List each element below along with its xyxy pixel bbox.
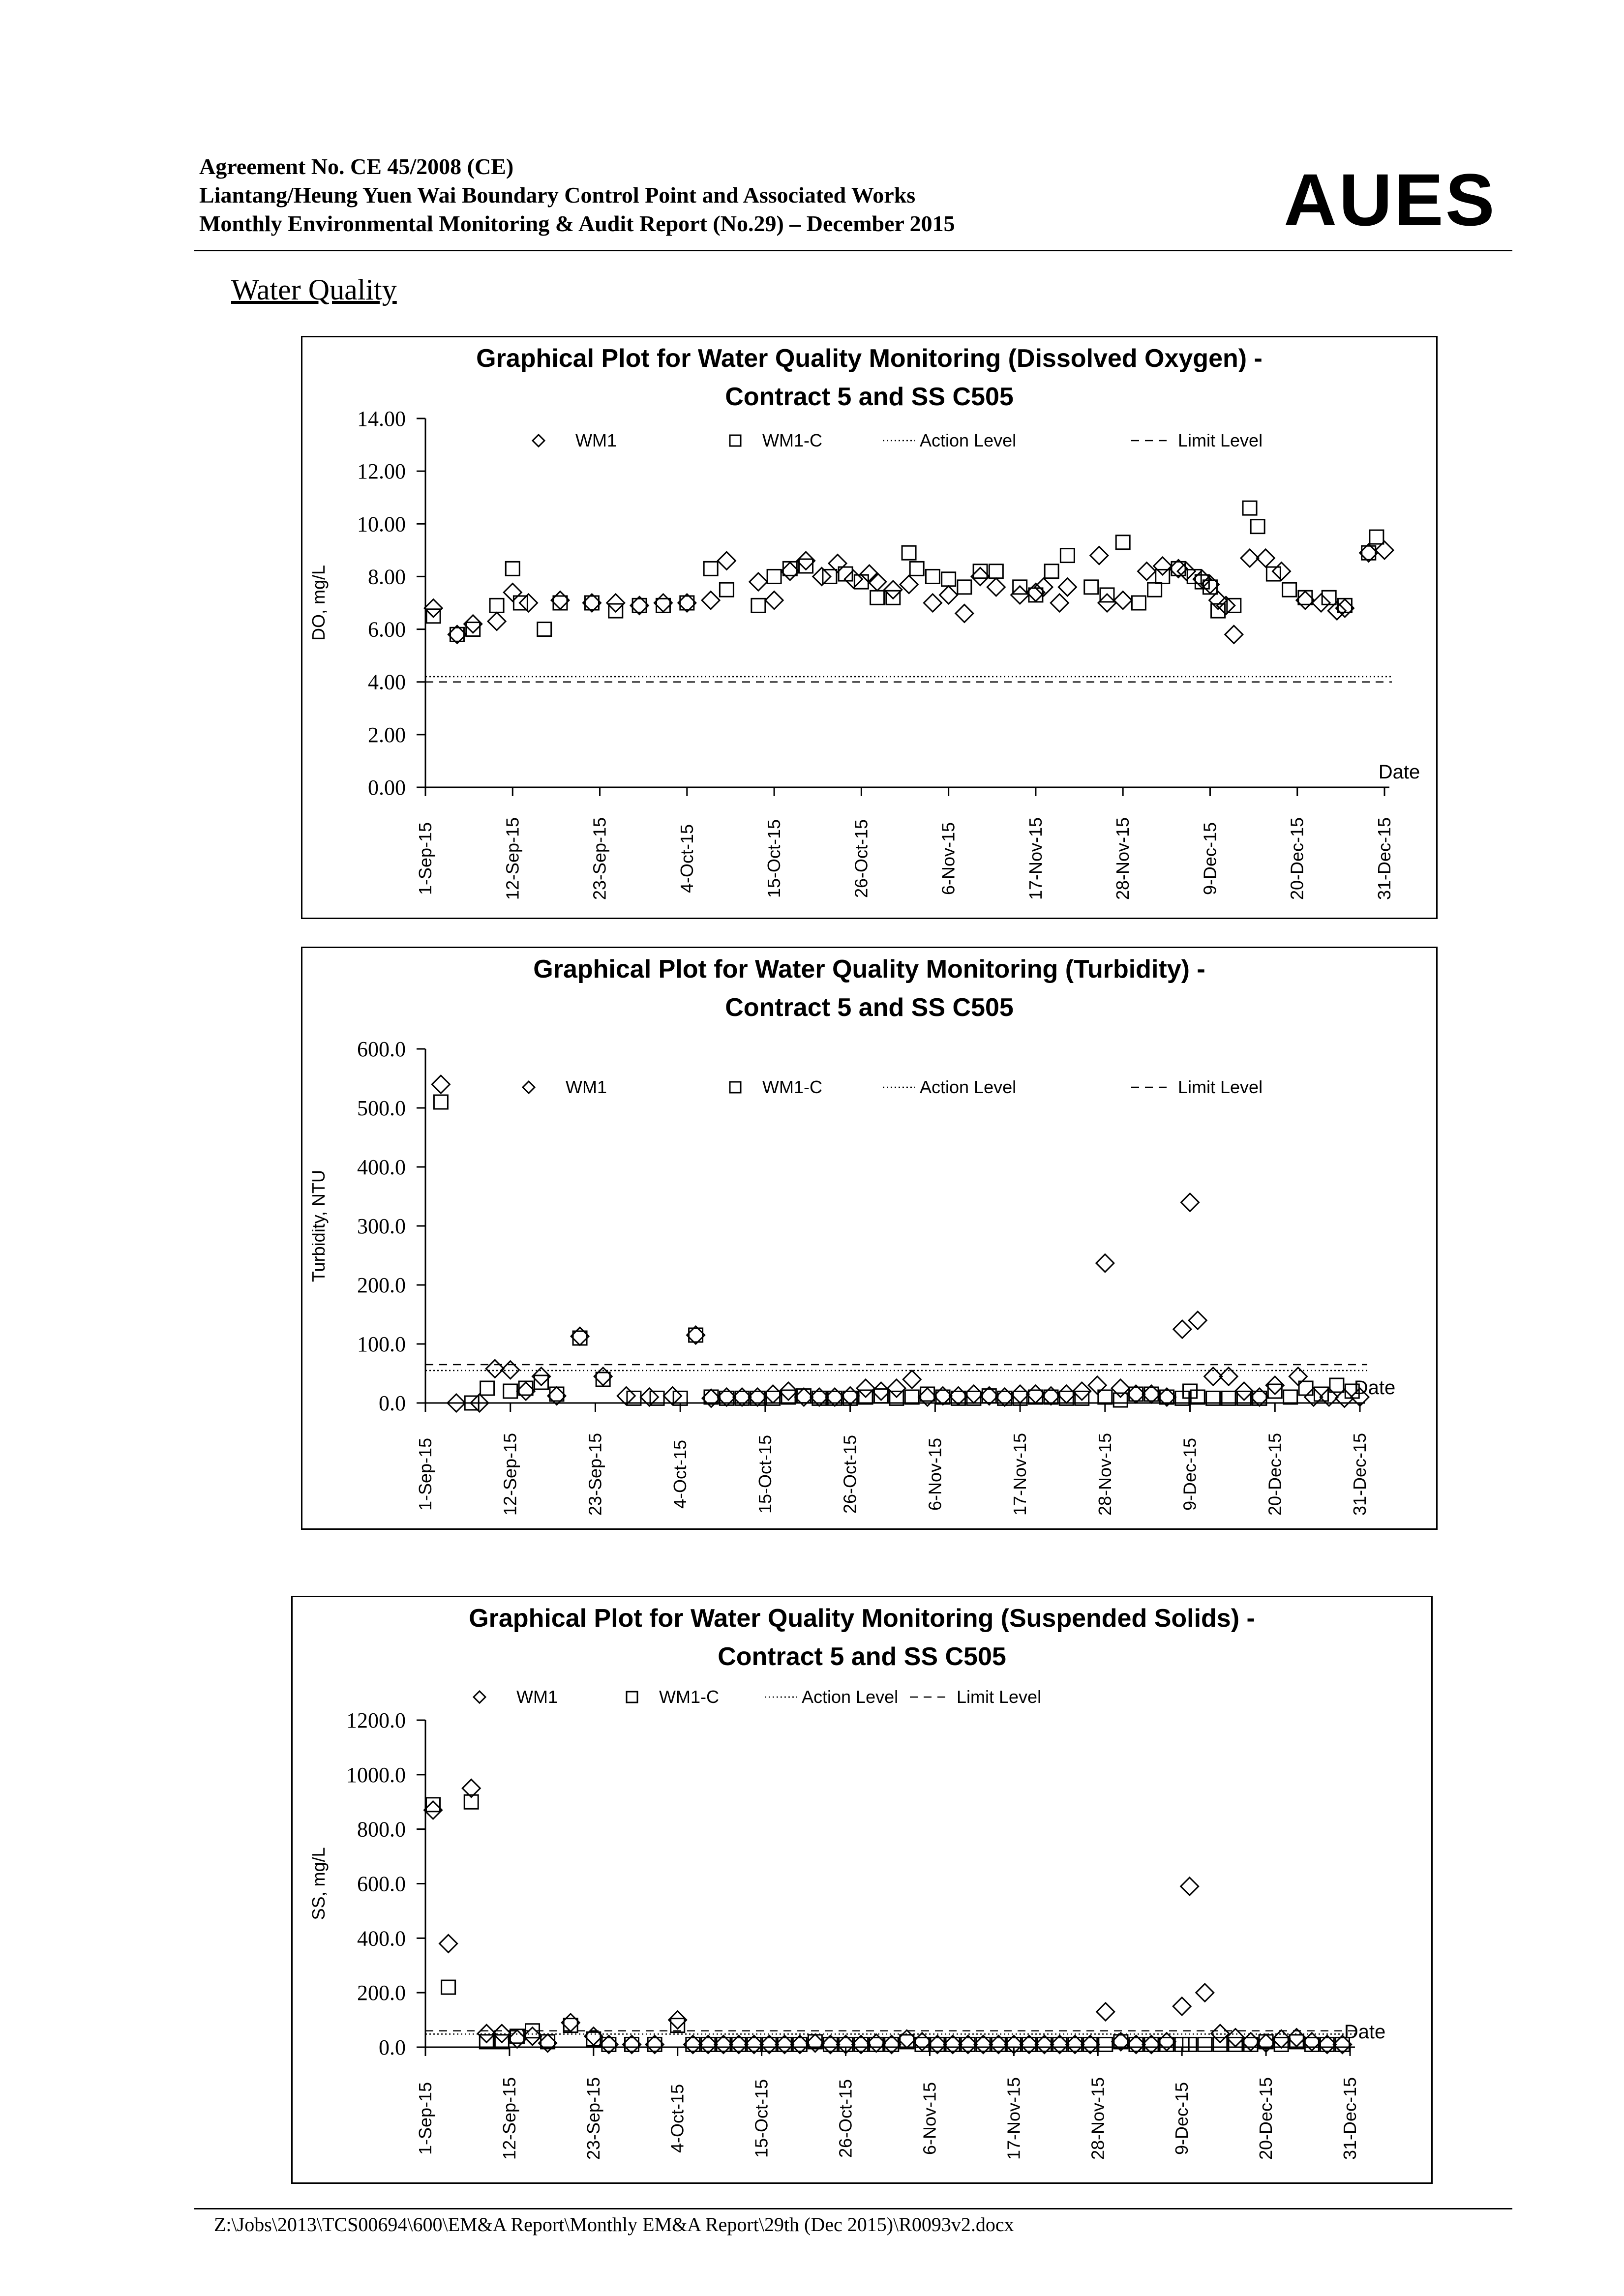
data-point-wm1c xyxy=(510,2029,524,2043)
data-point-wm1c xyxy=(1268,1384,1282,1398)
data-point-wm1 xyxy=(1225,626,1243,643)
y-tick-label: 500.0 xyxy=(357,1096,406,1120)
legend-action-label: Action Level xyxy=(920,1077,1017,1097)
data-point-wm1 xyxy=(1177,563,1195,580)
data-point-wm1c xyxy=(466,623,480,636)
data-point-wm1c xyxy=(1244,2037,1258,2051)
data-point-wm1 xyxy=(750,573,767,591)
data-point-wm1 xyxy=(1181,1878,1199,1895)
data-point-wm1 xyxy=(440,1935,457,1952)
legend-wm1-marker xyxy=(533,435,544,447)
chart-subtitle: Contract 5 and SS C505 xyxy=(718,1642,1006,1671)
data-point-wm1c xyxy=(921,1387,934,1401)
data-point-wm1c xyxy=(481,1381,494,1395)
y-tick-label: 2.00 xyxy=(368,722,406,747)
data-point-wm1 xyxy=(1189,1312,1206,1329)
data-point-wm1 xyxy=(504,584,521,601)
x-tick-label: 17-Nov-15 xyxy=(1010,1432,1030,1516)
x-tick-label: 15-Oct-15 xyxy=(754,1434,775,1514)
x-tick-label: 1-Sep-15 xyxy=(415,2082,435,2155)
data-point-wm1c xyxy=(564,2019,577,2032)
y-tick-label: 800.0 xyxy=(357,1817,406,1842)
data-point-wm1c xyxy=(910,562,924,575)
legend-wm1-label: WM1 xyxy=(516,1687,558,1707)
x-tick-label: 12-Sep-15 xyxy=(499,2077,519,2160)
data-point-wm1c xyxy=(871,591,884,604)
x-tick-label: 6-Nov-15 xyxy=(938,822,959,895)
legend-wm1-marker xyxy=(474,1691,485,1703)
data-point-wm1c xyxy=(1084,580,1098,594)
x-tick-label: 6-Nov-15 xyxy=(925,1437,945,1511)
legend-wm1c-label: WM1-C xyxy=(762,430,822,450)
y-tick-label: 10.00 xyxy=(357,512,406,537)
x-tick-label: 17-Nov-15 xyxy=(1025,817,1046,900)
chart-svg xyxy=(302,337,1436,918)
data-point-wm1 xyxy=(1114,592,1132,609)
data-point-wm1c xyxy=(915,2037,929,2051)
data-point-wm1c xyxy=(490,598,504,612)
x-tick-label: 9-Dec-15 xyxy=(1172,2082,1192,2155)
y-tick-label: 0.00 xyxy=(368,775,406,800)
data-point-wm1 xyxy=(1097,2003,1114,2021)
data-point-wm1 xyxy=(1173,1320,1191,1338)
data-point-wm1c xyxy=(1113,1393,1127,1407)
y-tick-label: 14.00 xyxy=(357,407,406,431)
data-point-wm1c xyxy=(553,596,567,610)
x-tick-label: 26-Oct-15 xyxy=(835,2079,856,2158)
data-point-wm1c xyxy=(506,562,519,575)
data-point-wm1c xyxy=(1283,583,1296,596)
legend-action-label: Action Level xyxy=(802,1687,899,1707)
data-point-wm1c xyxy=(504,1384,517,1398)
y-tick-label: 200.0 xyxy=(357,1273,406,1297)
header-divider xyxy=(194,250,1512,251)
data-point-wm1 xyxy=(1096,1254,1114,1272)
data-point-wm1c xyxy=(752,598,765,612)
data-point-wm1c xyxy=(973,565,987,578)
legend-wm1c-marker xyxy=(730,1082,741,1093)
data-point-wm1c xyxy=(767,569,781,583)
x-tick-label: 31-Dec-15 xyxy=(1374,817,1394,900)
x-axis-label: Date xyxy=(1378,761,1420,783)
data-point-wm1c xyxy=(1229,2037,1242,2051)
x-tick-label: 12-Sep-15 xyxy=(500,1432,520,1516)
chart-subtitle: Contract 5 and SS C505 xyxy=(725,993,1014,1022)
data-point-wm1 xyxy=(488,613,506,630)
data-point-wm1c xyxy=(1266,567,1280,581)
y-tick-label: 0.0 xyxy=(379,2035,406,2059)
data-point-wm1c xyxy=(905,1390,919,1404)
legend-limit-label: Limit Level xyxy=(1178,430,1263,450)
legend-limit-label: Limit Level xyxy=(957,1687,1042,1707)
data-point-wm1 xyxy=(924,594,941,612)
data-point-wm1 xyxy=(1058,578,1076,596)
legend-wm1c-label: WM1-C xyxy=(762,1077,822,1097)
y-tick-label: 4.00 xyxy=(368,670,406,694)
data-point-wm1c xyxy=(656,598,670,612)
data-point-wm1c xyxy=(1029,588,1043,602)
x-tick-label: 20-Dec-15 xyxy=(1287,817,1307,900)
legend-wm1-marker xyxy=(523,1081,535,1093)
x-tick-label: 26-Oct-15 xyxy=(840,1434,860,1514)
data-point-wm1c xyxy=(1370,530,1383,544)
data-point-wm1c xyxy=(1203,580,1217,594)
data-point-wm1c xyxy=(1191,1390,1204,1404)
legend-wm1-label: WM1 xyxy=(575,430,617,450)
data-point-wm1c xyxy=(1160,2037,1173,2051)
data-point-wm1 xyxy=(1051,594,1068,612)
y-tick-label: 100.0 xyxy=(357,1332,406,1356)
data-point-wm1c xyxy=(1183,2037,1197,2051)
data-point-wm1 xyxy=(702,592,720,609)
data-point-wm1 xyxy=(1312,594,1330,612)
x-tick-label: 28-Nov-15 xyxy=(1087,2077,1108,2160)
y-tick-label: 0.0 xyxy=(379,1391,406,1415)
data-point-wm1 xyxy=(432,1075,450,1093)
data-point-wm1 xyxy=(1196,1984,1214,2001)
y-tick-label: 400.0 xyxy=(357,1155,406,1179)
data-point-wm1 xyxy=(663,1387,681,1405)
chart-title: Graphical Plot for Water Quality Monitoring (Dissolved Oxygen) - xyxy=(476,344,1263,373)
data-point-wm1 xyxy=(486,1360,504,1377)
data-point-wm1c xyxy=(704,562,718,575)
y-tick-label: 600.0 xyxy=(357,1872,406,1896)
x-tick-label: 23-Sep-15 xyxy=(583,2077,603,2160)
data-point-wm1 xyxy=(718,552,735,569)
legend-wm1c-label: WM1-C xyxy=(659,1687,719,1707)
header-agreement: Agreement No. CE 45/2008 (CE) xyxy=(199,154,514,179)
data-point-wm1 xyxy=(903,1371,921,1388)
data-point-wm1 xyxy=(844,570,862,588)
y-axis-label: DO, mg/L xyxy=(308,565,329,641)
data-point-wm1c xyxy=(799,559,813,573)
data-point-wm1 xyxy=(1272,563,1290,580)
data-point-wm1c xyxy=(926,569,939,583)
chart-subtitle: Contract 5 and SS C505 xyxy=(725,383,1014,411)
data-point-wm1c xyxy=(426,1798,440,1812)
legend-action-label: Action Level xyxy=(920,430,1017,450)
data-point-wm1c xyxy=(1028,1390,1042,1404)
data-point-wm1c xyxy=(1195,575,1209,589)
footer-file-path: Z:\Jobs\2013\TCS00694\600\EM&A Report\Monthly EM&A Report\29th (Dec 2015)\R0093v2.docx xyxy=(214,2213,1014,2236)
data-point-wm1 xyxy=(765,592,783,609)
x-tick-label: 26-Oct-15 xyxy=(851,819,872,898)
y-tick-label: 12.00 xyxy=(357,459,406,484)
x-tick-label: 31-Dec-15 xyxy=(1340,2077,1360,2160)
x-tick-label: 28-Nov-15 xyxy=(1094,1432,1115,1516)
y-tick-label: 300.0 xyxy=(357,1214,406,1238)
x-tick-label: 4-Oct-15 xyxy=(667,2084,688,2153)
data-point-wm1c xyxy=(1156,569,1170,583)
data-point-wm1c xyxy=(1274,2037,1288,2051)
data-point-wm1c xyxy=(1060,549,1074,563)
data-point-wm1c xyxy=(1148,583,1162,596)
data-point-wm1c xyxy=(535,1375,548,1389)
legend-wm1c-marker xyxy=(627,1692,637,1702)
legend-wm1c-marker xyxy=(730,435,741,446)
footer-divider xyxy=(194,2208,1512,2209)
chart-dissolved-oxygen xyxy=(301,336,1438,919)
chart-title: Graphical Plot for Water Quality Monitoring (Suspended Solids) - xyxy=(469,1604,1255,1633)
header-project: Liantang/Heung Yuen Wai Boundary Control Point and Associated Works xyxy=(199,182,916,208)
chart-svg xyxy=(293,1597,1431,2182)
section-title: Water Quality xyxy=(231,273,397,306)
data-point-wm1c xyxy=(1213,2037,1227,2051)
y-tick-label: 6.00 xyxy=(368,617,406,642)
x-tick-label: 20-Dec-15 xyxy=(1264,1432,1285,1516)
data-point-wm1c xyxy=(1243,501,1257,515)
data-point-wm1c xyxy=(989,565,1003,578)
data-point-wm1c xyxy=(442,1980,455,1994)
data-point-wm1c xyxy=(1298,591,1312,604)
y-axis-label: Turbidity, NTU xyxy=(308,1169,329,1282)
data-point-wm1c xyxy=(958,580,971,594)
y-tick-label: 200.0 xyxy=(357,1981,406,2005)
data-point-wm1c xyxy=(1198,2037,1212,2051)
y-tick-label: 8.00 xyxy=(368,565,406,589)
data-point-wm1c xyxy=(434,1095,448,1109)
data-point-wm1 xyxy=(940,586,958,604)
x-tick-label: 1-Sep-15 xyxy=(415,1437,435,1511)
chart-turbidity xyxy=(301,947,1438,1530)
chart-title: Graphical Plot for Water Quality Monitoring (Turbidity) - xyxy=(533,955,1205,984)
data-point-wm1c xyxy=(1045,565,1058,578)
data-point-wm1 xyxy=(617,1387,635,1405)
x-tick-label: 31-Dec-15 xyxy=(1350,1432,1370,1516)
data-point-wm1 xyxy=(956,604,973,622)
data-point-wm1c xyxy=(782,1390,795,1404)
data-point-wm1c xyxy=(538,623,551,636)
report-header xyxy=(199,152,955,238)
x-tick-label: 20-Dec-15 xyxy=(1256,2077,1276,2160)
data-point-wm1c xyxy=(1284,1390,1297,1404)
data-point-wm1c xyxy=(720,583,733,596)
data-point-wm1 xyxy=(1138,563,1156,580)
x-tick-label: 15-Oct-15 xyxy=(764,819,784,898)
x-tick-label: 23-Sep-15 xyxy=(585,1432,605,1516)
header-report: Monthly Environmental Monitoring & Audit Report (No.29) – December 2015 xyxy=(199,211,955,236)
x-tick-label: 28-Nov-15 xyxy=(1113,817,1133,900)
x-tick-label: 9-Dec-15 xyxy=(1200,822,1220,895)
legend-wm1-label: WM1 xyxy=(566,1077,607,1097)
x-axis-label: Date xyxy=(1353,1377,1396,1399)
data-point-wm1c xyxy=(1305,2037,1319,2051)
data-point-wm1c xyxy=(1099,2037,1113,2051)
data-point-wm1c xyxy=(902,546,916,560)
data-point-wm1 xyxy=(900,576,918,594)
data-point-wm1c xyxy=(519,1381,533,1395)
x-tick-label: 15-Oct-15 xyxy=(751,2079,772,2158)
chart-suspended-solids xyxy=(291,1596,1433,2184)
y-axis-label: SS, mg/L xyxy=(308,1847,329,1920)
x-tick-label: 4-Oct-15 xyxy=(676,824,697,894)
data-point-wm1 xyxy=(1173,1998,1191,2015)
x-tick-label: 17-Nov-15 xyxy=(1003,2077,1024,2160)
x-tick-label: 9-Dec-15 xyxy=(1179,1437,1200,1511)
data-point-wm1c xyxy=(587,2032,601,2046)
data-point-wm1 xyxy=(1090,547,1108,565)
y-tick-label: 600.0 xyxy=(357,1037,406,1061)
y-tick-label: 1200.0 xyxy=(346,1708,406,1732)
company-logo: AUES xyxy=(1284,158,1497,241)
data-point-wm1c xyxy=(671,2019,685,2032)
chart-svg xyxy=(302,948,1436,1528)
data-point-wm1c xyxy=(1251,520,1264,534)
data-point-wm1c xyxy=(854,575,868,589)
x-tick-label: 23-Sep-15 xyxy=(589,817,610,900)
x-tick-label: 4-Oct-15 xyxy=(670,1439,691,1509)
x-tick-label: 6-Nov-15 xyxy=(919,2082,940,2155)
data-point-wm1c xyxy=(783,562,797,575)
data-point-wm1 xyxy=(1181,1193,1199,1211)
data-point-wm1c xyxy=(942,572,956,586)
x-axis-label: Date xyxy=(1344,2021,1386,2043)
y-tick-label: 400.0 xyxy=(357,1926,406,1951)
x-tick-label: 1-Sep-15 xyxy=(415,822,435,895)
legend-limit-label: Limit Level xyxy=(1178,1077,1263,1097)
data-point-wm1c xyxy=(596,1372,610,1386)
x-tick-label: 12-Sep-15 xyxy=(502,817,523,900)
data-point-wm1 xyxy=(987,578,1005,596)
data-point-wm1c xyxy=(1132,596,1145,610)
y-tick-label: 1000.0 xyxy=(346,1762,406,1787)
data-point-wm1c xyxy=(1116,536,1130,549)
